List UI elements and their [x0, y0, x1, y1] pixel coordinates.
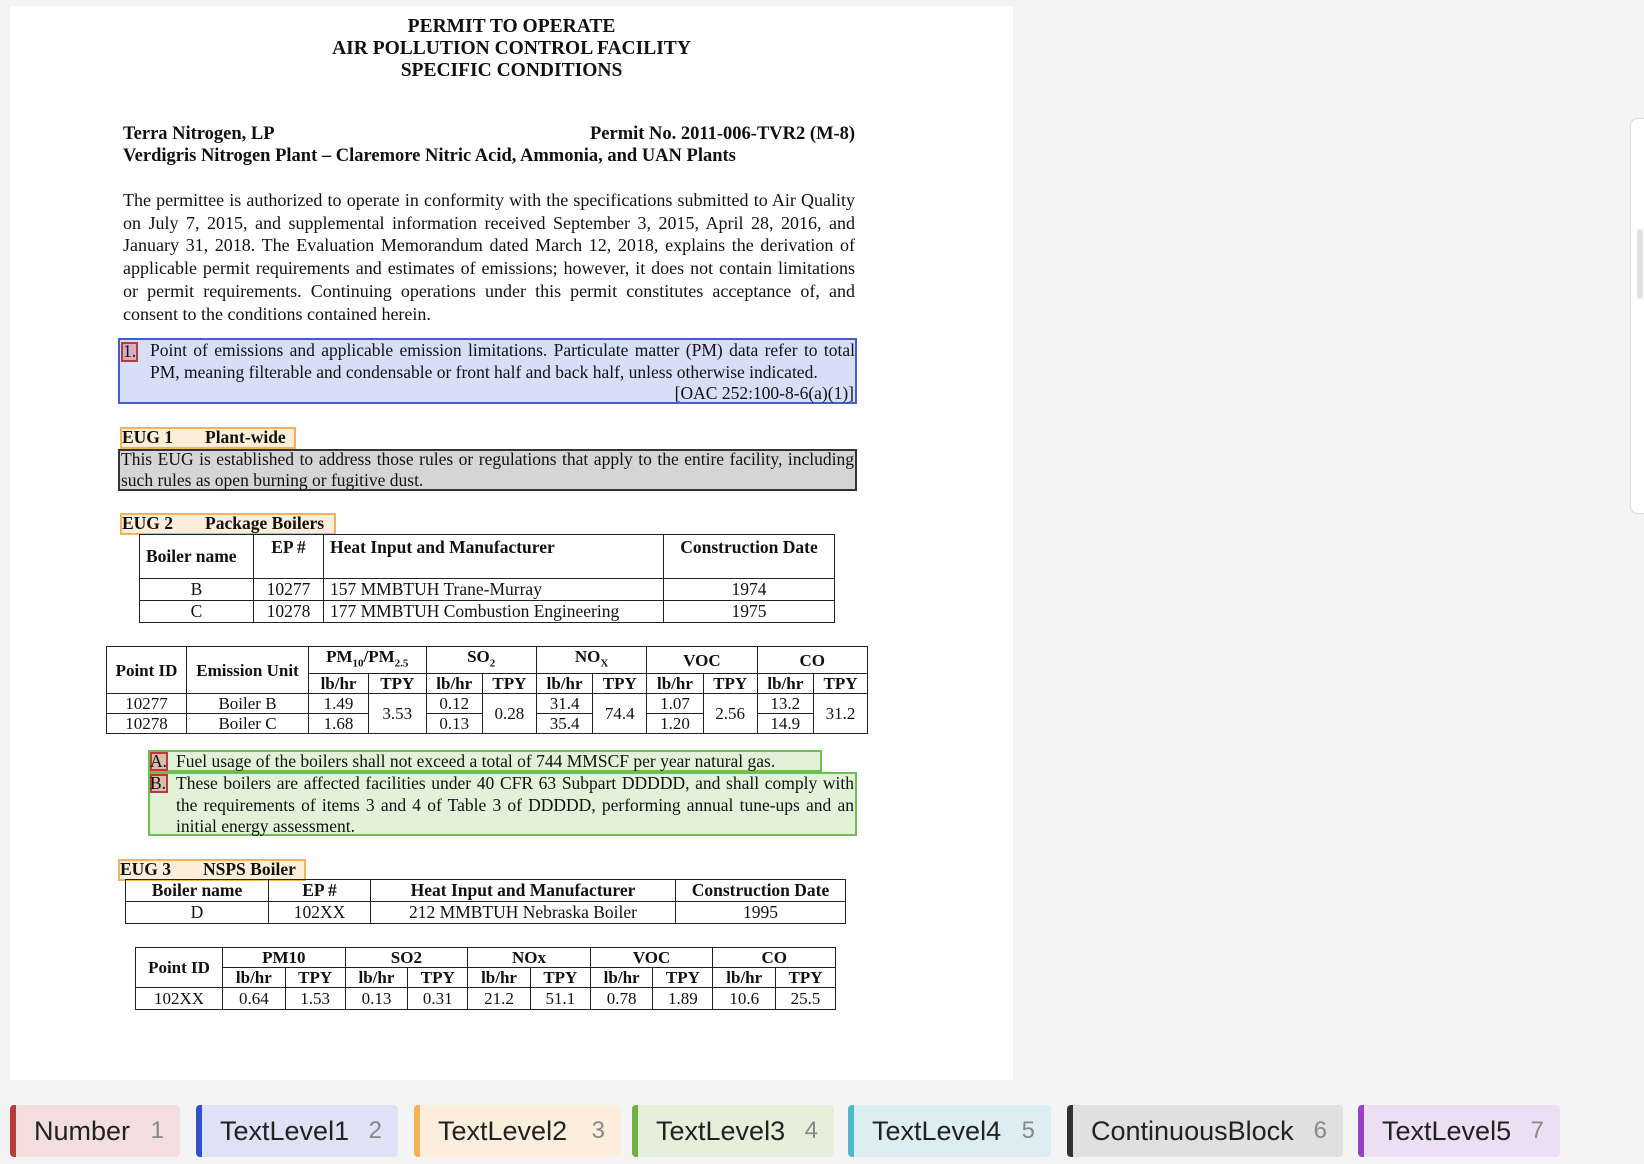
eug3-name: NSPS Boiler	[203, 859, 296, 879]
cell-so2-tpy: 0.28	[482, 694, 536, 734]
cell-point-id: 102XX	[136, 988, 223, 1010]
legend-shortcut: 6	[1313, 1117, 1327, 1144]
eug2-col-ep: EP #	[254, 535, 324, 579]
cell-voc-lbhr: 1.20	[647, 714, 703, 734]
title-line-3: SPECIFIC CONDITIONS	[400, 60, 623, 81]
eug3-col-construction-date: Construction Date	[676, 880, 846, 902]
col-so2-lbhr: lb/hr	[426, 674, 482, 694]
table-row	[136, 988, 836, 1010]
cell-nox-lbhr: 21.2	[468, 988, 531, 1010]
legend-chip-continuousblock[interactable]	[1067, 1105, 1343, 1157]
eug2-emissions-table	[106, 646, 868, 734]
legend-shortcut: 4	[804, 1117, 818, 1144]
col-nox: NOx	[468, 948, 591, 968]
eug2-col-heat-input: Heat Input and Manufacturer	[324, 535, 664, 579]
condition-a-label: A.	[150, 751, 168, 771]
legend-shortcut: 3	[591, 1117, 605, 1144]
cell-co-tpy: 25.5	[776, 988, 836, 1010]
cell-emission-unit: Boiler C	[187, 714, 309, 734]
label-legend	[10, 1105, 1644, 1157]
eug2-col-boiler-name: Boiler name	[140, 535, 254, 579]
col-nox-tpy: TPY	[530, 968, 590, 988]
cell-pm-lbhr: 1.49	[309, 694, 369, 714]
legend-shortcut: 5	[1021, 1117, 1035, 1144]
table-row	[107, 694, 868, 714]
cell-ep: 102XX	[269, 902, 371, 924]
col-nox-tpy: TPY	[593, 674, 647, 694]
cell-boiler: D	[126, 902, 269, 924]
col-voc-lbhr: lb/hr	[647, 674, 703, 694]
condition-a-text: Fuel usage of the boilers shall not exceed a total of 744 MMSCF per year natural gas.	[176, 751, 776, 771]
col-co: CO	[757, 647, 867, 674]
legend-shortcut: 7	[1530, 1117, 1544, 1144]
cell-emission-unit: Boiler B	[187, 694, 309, 714]
eug3-col-boiler-name: Boiler name	[126, 880, 269, 902]
col-co-tpy: TPY	[776, 968, 836, 988]
item-1-number: 1.	[123, 341, 137, 361]
cell-heat-input: 212 MMBTUH Nebraska Boiler	[371, 902, 676, 924]
col-pm-lbhr: lb/hr	[309, 674, 369, 694]
title-line-1: PERMIT TO OPERATE	[407, 16, 616, 37]
eug2-id: EUG 2	[122, 513, 174, 533]
cell-so2-tpy: 0.31	[408, 988, 468, 1010]
eug1-id: EUG 1	[122, 427, 174, 447]
cell-pm10-lbhr: 0.64	[223, 988, 286, 1010]
col-pm10: PM10	[223, 948, 346, 968]
col-voc-tpy: TPY	[703, 674, 757, 694]
legend-label: TextLevel5	[1382, 1116, 1512, 1146]
col-point-id: Point ID	[107, 647, 187, 694]
condition-b-label: B.	[150, 773, 167, 793]
cell-pm10-tpy: 1.53	[285, 988, 345, 1010]
cell-nox-tpy: 74.4	[593, 694, 647, 734]
col-co-lbhr: lb/hr	[757, 674, 813, 694]
cell-nox-lbhr: 35.4	[536, 714, 592, 734]
col-voc: VOC	[647, 647, 757, 674]
legend-chip-textlevel2[interactable]	[414, 1105, 621, 1157]
col-pm10-lbhr: lb/hr	[223, 968, 286, 988]
eug3-boiler-table	[125, 879, 846, 924]
col-point-id: Point ID	[136, 948, 223, 988]
legend-label: TextLevel2	[438, 1116, 568, 1146]
cell-ep: 10277	[254, 579, 324, 601]
legend-label: Number	[34, 1116, 131, 1146]
eug1-name: Plant-wide	[205, 427, 286, 447]
legend-shortcut: 1	[150, 1117, 164, 1144]
eug3-id: EUG 3	[120, 859, 172, 879]
cell-voc-lbhr: 1.07	[647, 694, 703, 714]
legend-chip-number[interactable]	[10, 1105, 180, 1157]
cell-pm-lbhr: 1.68	[309, 714, 369, 734]
cell-nox-tpy: 51.1	[530, 988, 590, 1010]
cell-pm-tpy: 3.53	[369, 694, 426, 734]
title-line-2: AIR POLLUTION CONTROL FACILITY	[332, 38, 691, 59]
eug3-col-heat-input: Heat Input and Manufacturer	[371, 880, 676, 902]
cell-point-id: 10278	[107, 714, 187, 734]
legend-chip-textlevel4[interactable]	[848, 1105, 1051, 1157]
item-1-text: Point of emissions and applicable emission limitations. Particulate matter (PM) data refer to total PM, meaning filterable and condensable or front half and back half, unless otherwise indicated.	[150, 340, 855, 382]
col-voc-lbhr: lb/hr	[590, 968, 653, 988]
cell-voc-tpy: 1.89	[653, 988, 713, 1010]
legend-chip-textlevel3[interactable]	[632, 1105, 834, 1157]
table-row	[126, 902, 846, 924]
eug2-name: Package Boilers	[205, 513, 325, 533]
legend-label: TextLevel1	[220, 1116, 350, 1146]
cell-heat-input: 157 MMBTUH Trane-Murray	[324, 579, 664, 601]
col-nox-lbhr: lb/hr	[468, 968, 531, 988]
col-co-tpy: TPY	[814, 674, 868, 694]
col-nox: $NO_X$	[536, 647, 646, 674]
legend-chip-textlevel5[interactable]	[1358, 1105, 1560, 1157]
condition-b-text: These boilers are affected facilities under 40 CFR 63 Subpart DDDDD, and shall comply with the requirements of items 3 and 4 of Table 3 of DDDDD, performing annual tune-ups and an initial energy assessment.	[176, 773, 854, 836]
legend-label: TextLevel4	[872, 1116, 1002, 1146]
col-emission-unit: Emission Unit	[187, 647, 309, 694]
eug3-col-ep: EP #	[269, 880, 371, 902]
col-so2-tpy: TPY	[482, 674, 536, 694]
cell-co-tpy: 31.2	[814, 694, 868, 734]
col-co-lbhr: lb/hr	[713, 968, 776, 988]
cell-heat-input: 177 MMBTUH Combustion Engineering	[324, 601, 664, 623]
eug2-boiler-table	[139, 534, 835, 623]
cell-construction-date: 1975	[664, 601, 835, 623]
eug3-emissions-table	[135, 947, 836, 1010]
cell-so2-lbhr: 0.12	[426, 694, 482, 714]
legend-shortcut: 2	[368, 1117, 382, 1144]
permit-number: Permit No. 2011-006-TVR2 (M-8)	[590, 124, 856, 144]
eug1-description: This EUG is established to address those rules or regulations that apply to the entire facility, including such rules as open burning or fugitive dust.	[121, 449, 854, 490]
scrollbar-thumb[interactable]	[1637, 229, 1643, 299]
intro-paragraph: The permittee is authorized to operate in conformity with the specifications submitted to Air Quality on July 7, 2015, and supplemental information received September 3, 2015, April 28, 2016, and January 31, 2018. The Evaluation Memorandum dated March 12, 2018, explains the derivation of applicable permit requirements and estimates of emissions; however, it does not contain limitations or permit requirements. Continuing operations under this permit constitutes acceptance of, and consent to the conditions contained herein.	[123, 190, 855, 324]
cell-so2-lbhr: 0.13	[345, 988, 408, 1010]
col-voc-tpy: TPY	[653, 968, 713, 988]
cell-co-lbhr: 13.2	[757, 694, 813, 714]
item-1-citation: [OAC 252:100-8-6(a)(1)]	[674, 383, 854, 403]
cell-construction-date: 1974	[664, 579, 835, 601]
cell-nox-lbhr: 31.4	[536, 694, 592, 714]
table-row	[140, 579, 835, 601]
col-co: CO	[713, 948, 836, 968]
col-so2: $SO_2$	[426, 647, 536, 674]
col-so2-tpy: TPY	[408, 968, 468, 988]
table-row	[140, 601, 835, 623]
col-nox-lbhr: lb/hr	[536, 674, 592, 694]
cell-point-id: 10277	[107, 694, 187, 714]
cell-so2-lbhr: 0.13	[426, 714, 482, 734]
plant-name: Verdigris Nitrogen Plant – Claremore Nitric Acid, Ammonia, and UAN Plants	[123, 146, 736, 166]
col-voc: VOC	[590, 948, 713, 968]
cell-co-lbhr: 10.6	[713, 988, 776, 1010]
col-pm10-pm25: $PM_{10}/PM_{2.5}$	[309, 647, 427, 674]
col-pm-tpy: TPY	[369, 674, 426, 694]
col-pm10-tpy: TPY	[285, 968, 345, 988]
cell-voc-tpy: 2.56	[703, 694, 757, 734]
eug2-col-construction-date: Construction Date	[664, 535, 835, 579]
cell-construction-date: 1995	[676, 902, 846, 924]
cell-boiler: B	[140, 579, 254, 601]
document-page	[10, 6, 1013, 1080]
col-so2: SO2	[345, 948, 468, 968]
legend-label: ContinuousBlock	[1091, 1116, 1294, 1146]
col-so2-lbhr: lb/hr	[345, 968, 408, 988]
cell-co-lbhr: 14.9	[757, 714, 813, 734]
cell-boiler: C	[140, 601, 254, 623]
company-name: Terra Nitrogen, LP	[123, 124, 275, 144]
cell-ep: 10278	[254, 601, 324, 623]
legend-chip-textlevel1[interactable]	[196, 1105, 398, 1157]
legend-label: TextLevel3	[656, 1116, 786, 1146]
cell-voc-lbhr: 0.78	[590, 988, 653, 1010]
scrollbar[interactable]	[1630, 118, 1644, 514]
